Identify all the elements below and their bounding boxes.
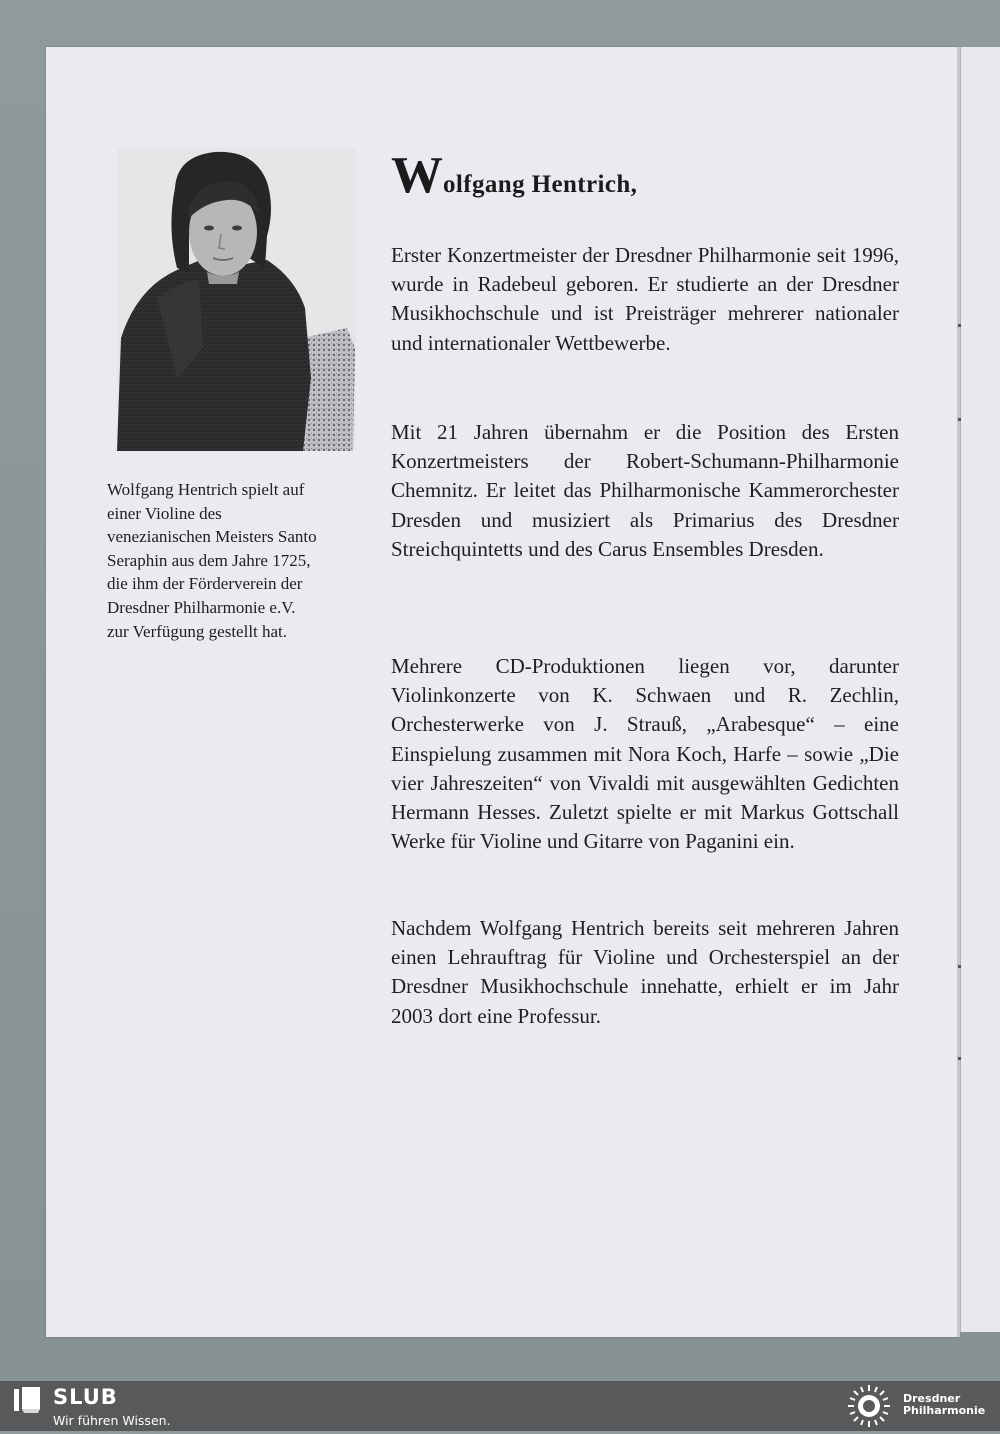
dresdner-philharmonie-name[interactable] xyxy=(903,1393,985,1417)
binding-mark xyxy=(958,418,961,421)
caption-line: die ihm der Förderverein der xyxy=(107,574,303,594)
photo-caption xyxy=(107,478,369,643)
slub-brand[interactable]: SLUB xyxy=(53,1385,118,1409)
caption-line: zur Verfügung gestellt hat. xyxy=(107,621,288,641)
caption-line: venezianischen Meisters Santo xyxy=(107,527,317,547)
adjacent-page-edge xyxy=(960,47,1000,1332)
paragraph-recordings: Mehrere CD-Produktionen liegen vor, darunter Violinkonzerte von K. Schwaen und R. Zechlin, Orchesterwerke von J. Strauß, „Arabesque“ – eine Einspielung zusammen mit Nora Koch, Harfe – sowie „Die vier Jahreszeiten“ von Vivaldi mit ausgewählten Gedichten Hermann Hesses. Zuletzt spielte er mit Markus Gottschall Werke für Violine und Gitarre von Paganini ein. xyxy=(391,654,899,854)
slub-slogan: Wir führen Wissen. xyxy=(53,1413,171,1428)
binding-mark xyxy=(958,965,961,968)
binding-mark xyxy=(958,324,961,327)
page-spine xyxy=(957,47,960,1337)
page-title xyxy=(391,147,638,204)
caption-line: Wolfgang Hentrich spielt auf xyxy=(107,480,305,499)
paragraph-professorship: Nachdem Wolfgang Hentrich bereits seit mehreren Jahren einen Lehrauftrag für Violine und Orchesterspiel an der Dresdner Musikhochschule innehatte, erhielt er im Jahr 2003 dort eine Professur. xyxy=(391,916,899,1028)
partner-line2: Philharmonie xyxy=(903,1404,986,1417)
paragraph-career: Erster Konzertmeister der Dresdner Philharmonie seit 1996, wurde in Radebeul geboren. Er studierte an der Dresdner Musikhochschule und ist Preisträger mehrerer nationaler und internationaler Wettbewerbe. xyxy=(391,243,899,355)
portrait-photo xyxy=(117,148,356,451)
binding-mark xyxy=(958,1057,961,1060)
caption-line: Dresdner Philharmonie e.V. xyxy=(107,597,296,617)
paragraph-concertmaster: Mit 21 Jahren übernahm er die Position des Ersten Konzertmeisters der Robert-Schumann-Philharmonie Chemnitz. Er leitet das Philharmonische Kammerorchester Dresden und musiziert als Primarius des Dresdner Streichquintetts und des Carus Ensembles Dresden. xyxy=(391,420,899,561)
title-initial: W xyxy=(391,147,443,204)
dresdner-philharmonie-logo-icon[interactable] xyxy=(842,1383,896,1434)
caption-line: Seraphin aus dem Jahre 1725, xyxy=(107,550,311,570)
slub-logo-icon[interactable] xyxy=(14,1387,42,1418)
caption-line: einer Violine des xyxy=(107,503,222,523)
title-text: olfgang Hentrich, xyxy=(443,171,638,198)
partner-line1: Dresdner xyxy=(903,1392,961,1405)
